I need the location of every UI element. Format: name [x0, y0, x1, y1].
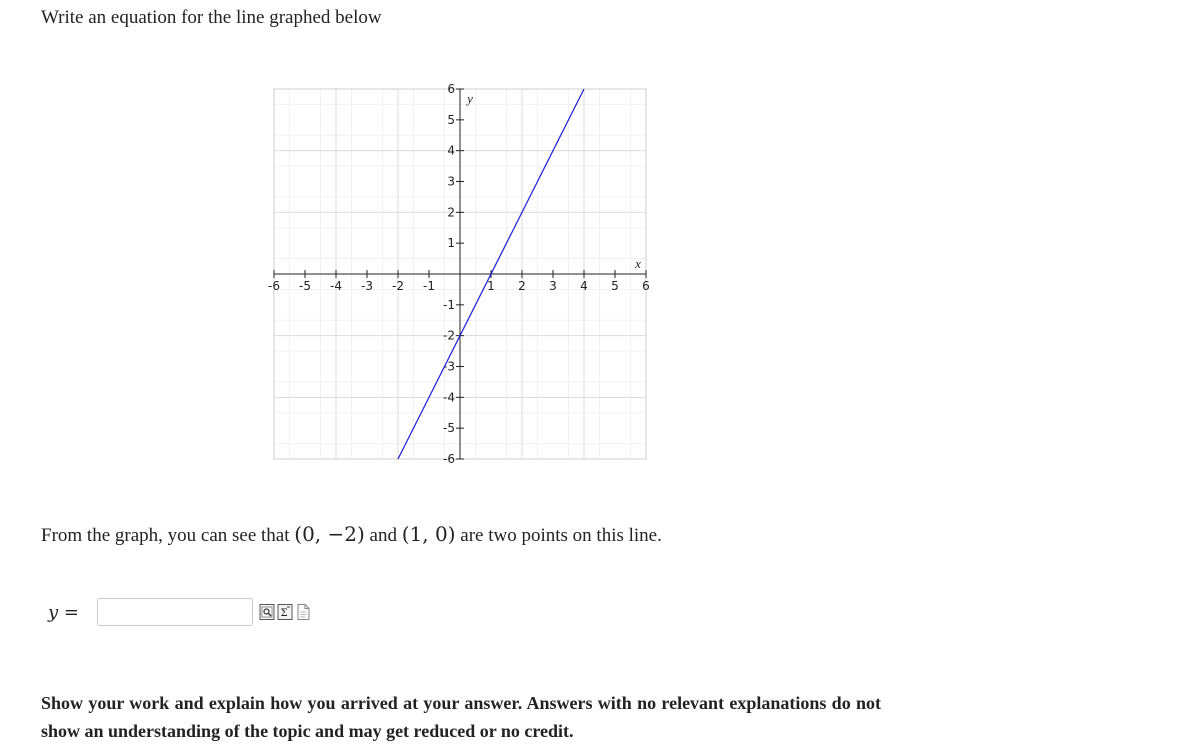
instructions-text: Show your work and explain how you arrived at your answer. Answers with no relevant explanations do not show an understanding of the topic and may get reduced or no credit. [41, 693, 881, 741]
explanation-after: are two points on this line. [455, 525, 662, 546]
x-tick-label: 6 [642, 279, 650, 293]
preview-icon[interactable] [259, 603, 275, 621]
x-tick-label: -6 [268, 279, 280, 293]
equation-editor-icon[interactable] [277, 603, 293, 621]
x-tick-label: -5 [299, 279, 311, 293]
x-tick-label: 2 [518, 279, 526, 293]
help-icon[interactable] [295, 603, 311, 621]
y-tick-label: -6 [443, 452, 455, 466]
explanation-before: From the graph, you can see that [41, 525, 295, 546]
y-tick-label: 6 [447, 82, 455, 96]
question-prompt: Write an equation for the line graphed below [41, 7, 382, 28]
x-tick-label: 5 [611, 279, 619, 293]
explanation-middle: and [364, 525, 402, 546]
y-tick-label: 3 [447, 174, 455, 189]
point-one: (0, −2) [294, 522, 365, 546]
y-tick-label: -5 [443, 421, 455, 436]
y-tick-label: 5 [447, 112, 455, 127]
answer-label [48, 602, 79, 623]
x-tick-label: -2 [392, 279, 404, 293]
y-tick-label: 4 [447, 143, 455, 158]
answer-input[interactable] [97, 598, 253, 626]
y-tick-label: -3 [443, 359, 455, 374]
x-tick-label: -3 [361, 279, 373, 293]
x-axis-label: x [635, 256, 641, 271]
point-two: (1, 0) [401, 522, 456, 546]
y-tick-label: -4 [443, 390, 455, 405]
graph-svg [262, 78, 662, 474]
answer-label-variable: y [48, 602, 59, 623]
y-tick-label: -1 [443, 297, 455, 312]
x-tick-label: 3 [549, 279, 557, 293]
y-tick-label: 2 [447, 205, 455, 220]
svg-text:Σ: Σ [280, 608, 288, 619]
y-axis-label: y [467, 91, 473, 106]
line-graph [262, 78, 662, 474]
x-tick-label: -4 [330, 279, 342, 293]
answer-label-equals: = [58, 602, 79, 623]
y-tick-label: -2 [443, 328, 455, 343]
x-tick-label: 1 [487, 279, 495, 293]
y-tick-label: 1 [447, 236, 455, 251]
x-tick-label: 4 [580, 279, 588, 293]
explanation-text [41, 522, 662, 547]
x-tick-label: -1 [423, 279, 435, 293]
